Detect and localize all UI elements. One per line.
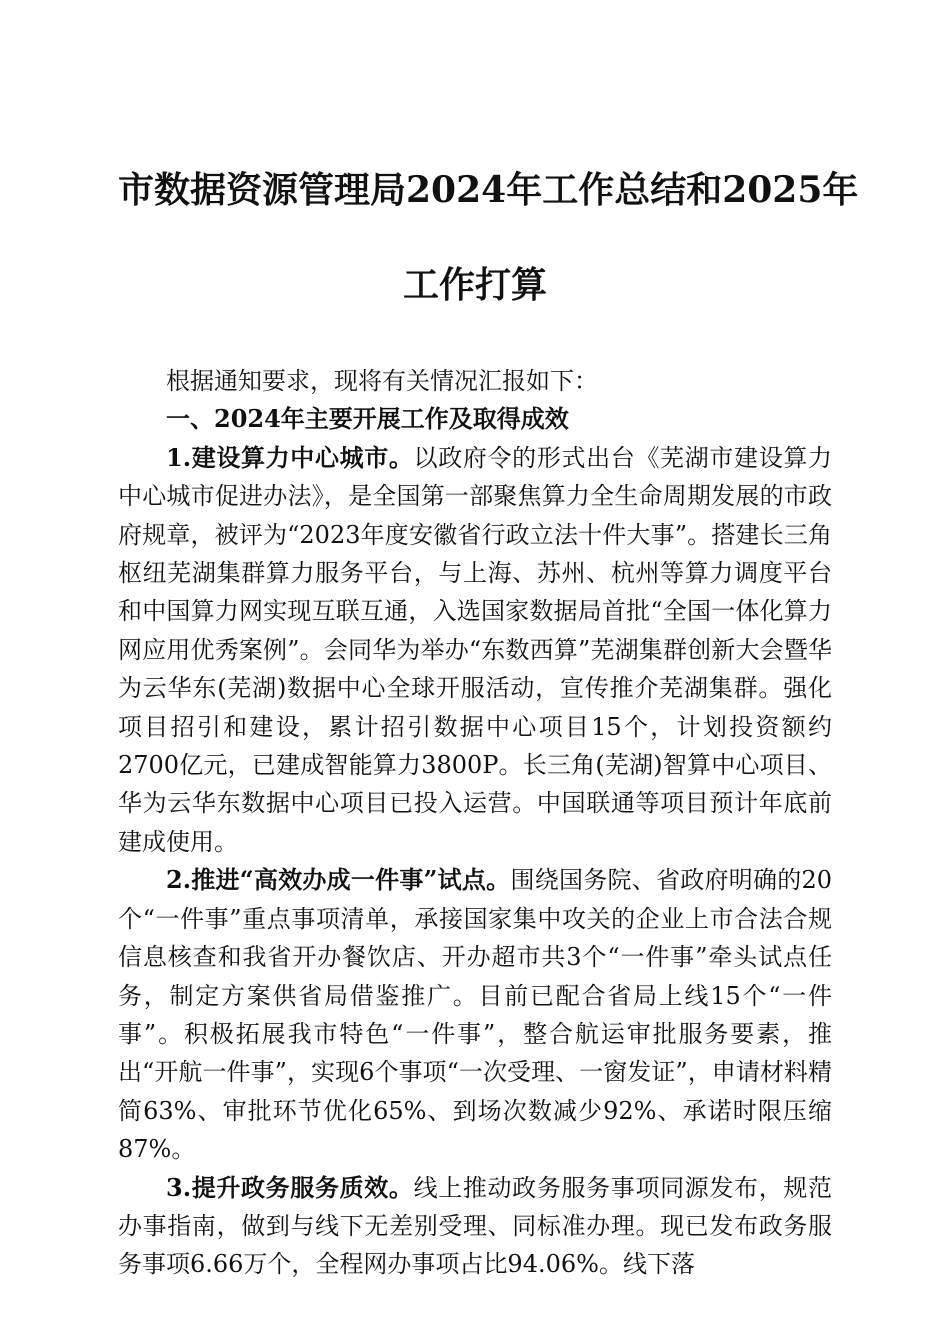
item-1-text: 以政府令的形式出台《芜湖市建设算力中心城市促进办法》，是全国第一部聚焦算力全生命周期发展的市政府规章，被评为“2023年度安徽省行政立法十件大事”。搭建长三角枢纽芜湖集群算力服务平台，与上海、苏州、杭州等算力调度平台和中国算力网实现互联互通，入选国家数据局首批“全国一体化算力网应用优秀案例”。会同华为举办“东数西算”芜湖集群创新大会暨华为云华东(芜湖)数据中心全球开服活动，宣传推介芜湖集群。强化项目招引和建设，累计招引数据中心项目15个，计划投资额约2700亿元，已建成智能算力3800P。长三角(芜湖)智算中心项目、华为云华东数据中心项目已投入运营。中国联通等项目预计年底前建成使用。 bbox=[118, 443, 833, 856]
document-title-line-2: 工作打算 bbox=[402, 264, 547, 306]
item-1-paragraph bbox=[118, 439, 832, 861]
item-1-lead: 1.建设算力中心城市。 bbox=[166, 442, 414, 472]
item-2-lead: 2.推进“高效办成一件事”试点。 bbox=[166, 865, 511, 895]
item-3-text: 线上推动政务服务事项同源发布，规范办事指南，做到与线下无差别受理、同标准办理。现已发布政务服务事项6.66万个，全程网办事项占比94.06%。线下落 bbox=[118, 1173, 833, 1279]
item-3-lead: 3.提升政务服务质效。 bbox=[166, 1172, 414, 1202]
intro-paragraph: 根据通知要求，现将有关情况汇报如下： bbox=[166, 367, 598, 395]
document-body bbox=[118, 362, 832, 1284]
document-title-line-1: 市数据资源管理局2024年工作总结和2025年 bbox=[118, 169, 859, 211]
section-1-heading: 一、2024年主要开展工作及取得成效 bbox=[166, 404, 569, 434]
item-2-text: 围绕国务院、省政府明确的20个“一件事”重点事项清单，承接国家集中攻关的企业上市合法合规信息核查和我省开办餐饮店、开办超市共3个“一件事”牵头试点任务，制定方案供省局借鉴推广。目前已配合省局上线15个“一件事”。积极拓展我市特色“一件事”，整合航运审批服务要素，推出“开航一件事”，实现6个事项“一次受理、一窗发证”，申请材料精简63%、审批环节优化65%、到场次数减少92%、承诺时限压缩87%。 bbox=[118, 866, 832, 1164]
item-2-paragraph bbox=[118, 861, 832, 1168]
item-3-paragraph bbox=[118, 1169, 832, 1284]
